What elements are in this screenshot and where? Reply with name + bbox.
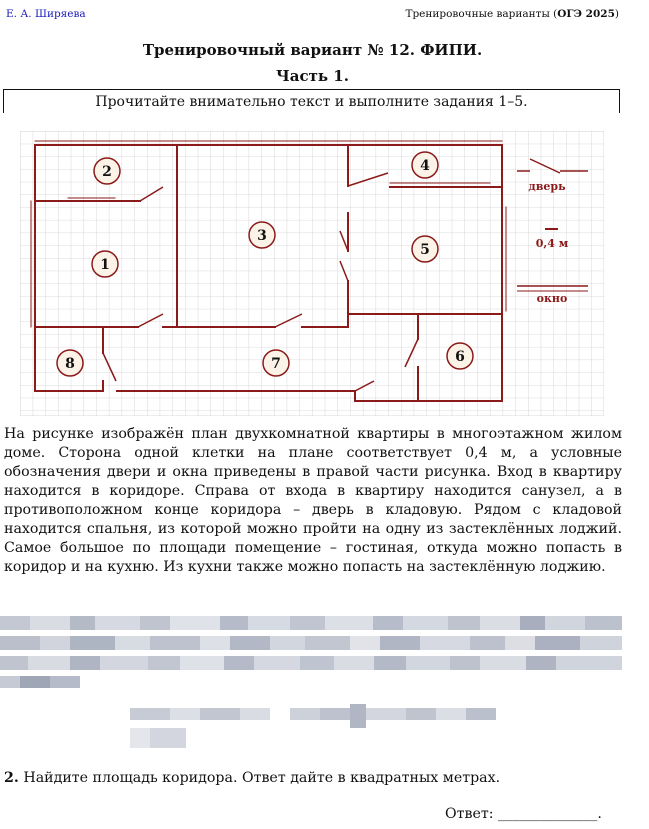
pixel-row-5 xyxy=(130,704,496,748)
svg-text:4: 4 xyxy=(420,158,430,174)
series-title xyxy=(405,8,619,20)
legend-window-label: окно xyxy=(536,292,568,305)
room-1-label xyxy=(92,251,118,277)
question-2-number: 2. xyxy=(4,770,19,786)
question-2-text: Найдите площадь коридора. Ответ дайте в квадратных метрах. xyxy=(18,770,501,786)
answer-blank[interactable]: ______________. xyxy=(498,806,602,822)
instruction-box xyxy=(3,89,620,113)
room-5-label xyxy=(412,236,438,262)
series-suffix: ) xyxy=(614,8,619,20)
room-6-label xyxy=(447,343,473,369)
answer-line[interactable] xyxy=(445,806,602,822)
pixel-row-2 xyxy=(0,636,622,650)
pixel-row-3 xyxy=(0,656,622,670)
floor-plan xyxy=(20,131,604,416)
pixelated-region xyxy=(0,612,625,752)
svg-text:5: 5 xyxy=(420,242,430,258)
svg-text:1: 1 xyxy=(100,257,110,273)
room-3-label xyxy=(249,222,275,248)
part-title: Часть 1. xyxy=(276,67,349,85)
room-2-label xyxy=(94,158,120,184)
instruction-text: Прочитайте внимательно текст и выполните задания 1–5. xyxy=(95,94,528,110)
pixel-row-4 xyxy=(0,676,80,688)
answer-label: Ответ: xyxy=(445,806,499,822)
room-4-label xyxy=(412,152,438,178)
svg-text:3: 3 xyxy=(257,228,267,244)
legend-door-label: дверь xyxy=(528,180,566,193)
legend-cell-label: 0,4 м xyxy=(535,237,569,250)
room-8-label xyxy=(57,350,83,376)
author-name: Е. А. Ширяева xyxy=(6,8,86,20)
series-prefix: Тренировочные варианты ( xyxy=(405,8,558,20)
svg-text:2: 2 xyxy=(102,164,112,180)
svg-text:6: 6 xyxy=(455,349,465,365)
series-exam: ОГЭ 2025 xyxy=(557,8,615,20)
task-description: На рисунке изображён план двухкомнатной квартиры в многоэтажном жилом доме. Сторона одной клетки на плане соответствует 0,4 м, а условные обозначения двери и окна приведены в правой части рисунка. Вход в квартиру находится в коридоре. Справа от входа в квартиру находится санузел, а в противоположном конце коридора – дверь в кладовую. Рядом с кладовой находится спальня, из которой можно пройти на одну из застеклённых лоджий. Самое большое по площади помещение – гостиная, откуда можно попасть в коридор и на кухню. Из кухни также можно попасть на застеклённую лоджию. xyxy=(4,426,622,575)
question-2 xyxy=(4,770,500,786)
svg-text:8: 8 xyxy=(65,356,75,372)
page-title: Тренировочный вариант № 12. ФИПИ. xyxy=(142,41,483,59)
room-7-label xyxy=(263,350,289,376)
pixel-row-1 xyxy=(0,616,622,630)
svg-text:7: 7 xyxy=(271,356,281,372)
